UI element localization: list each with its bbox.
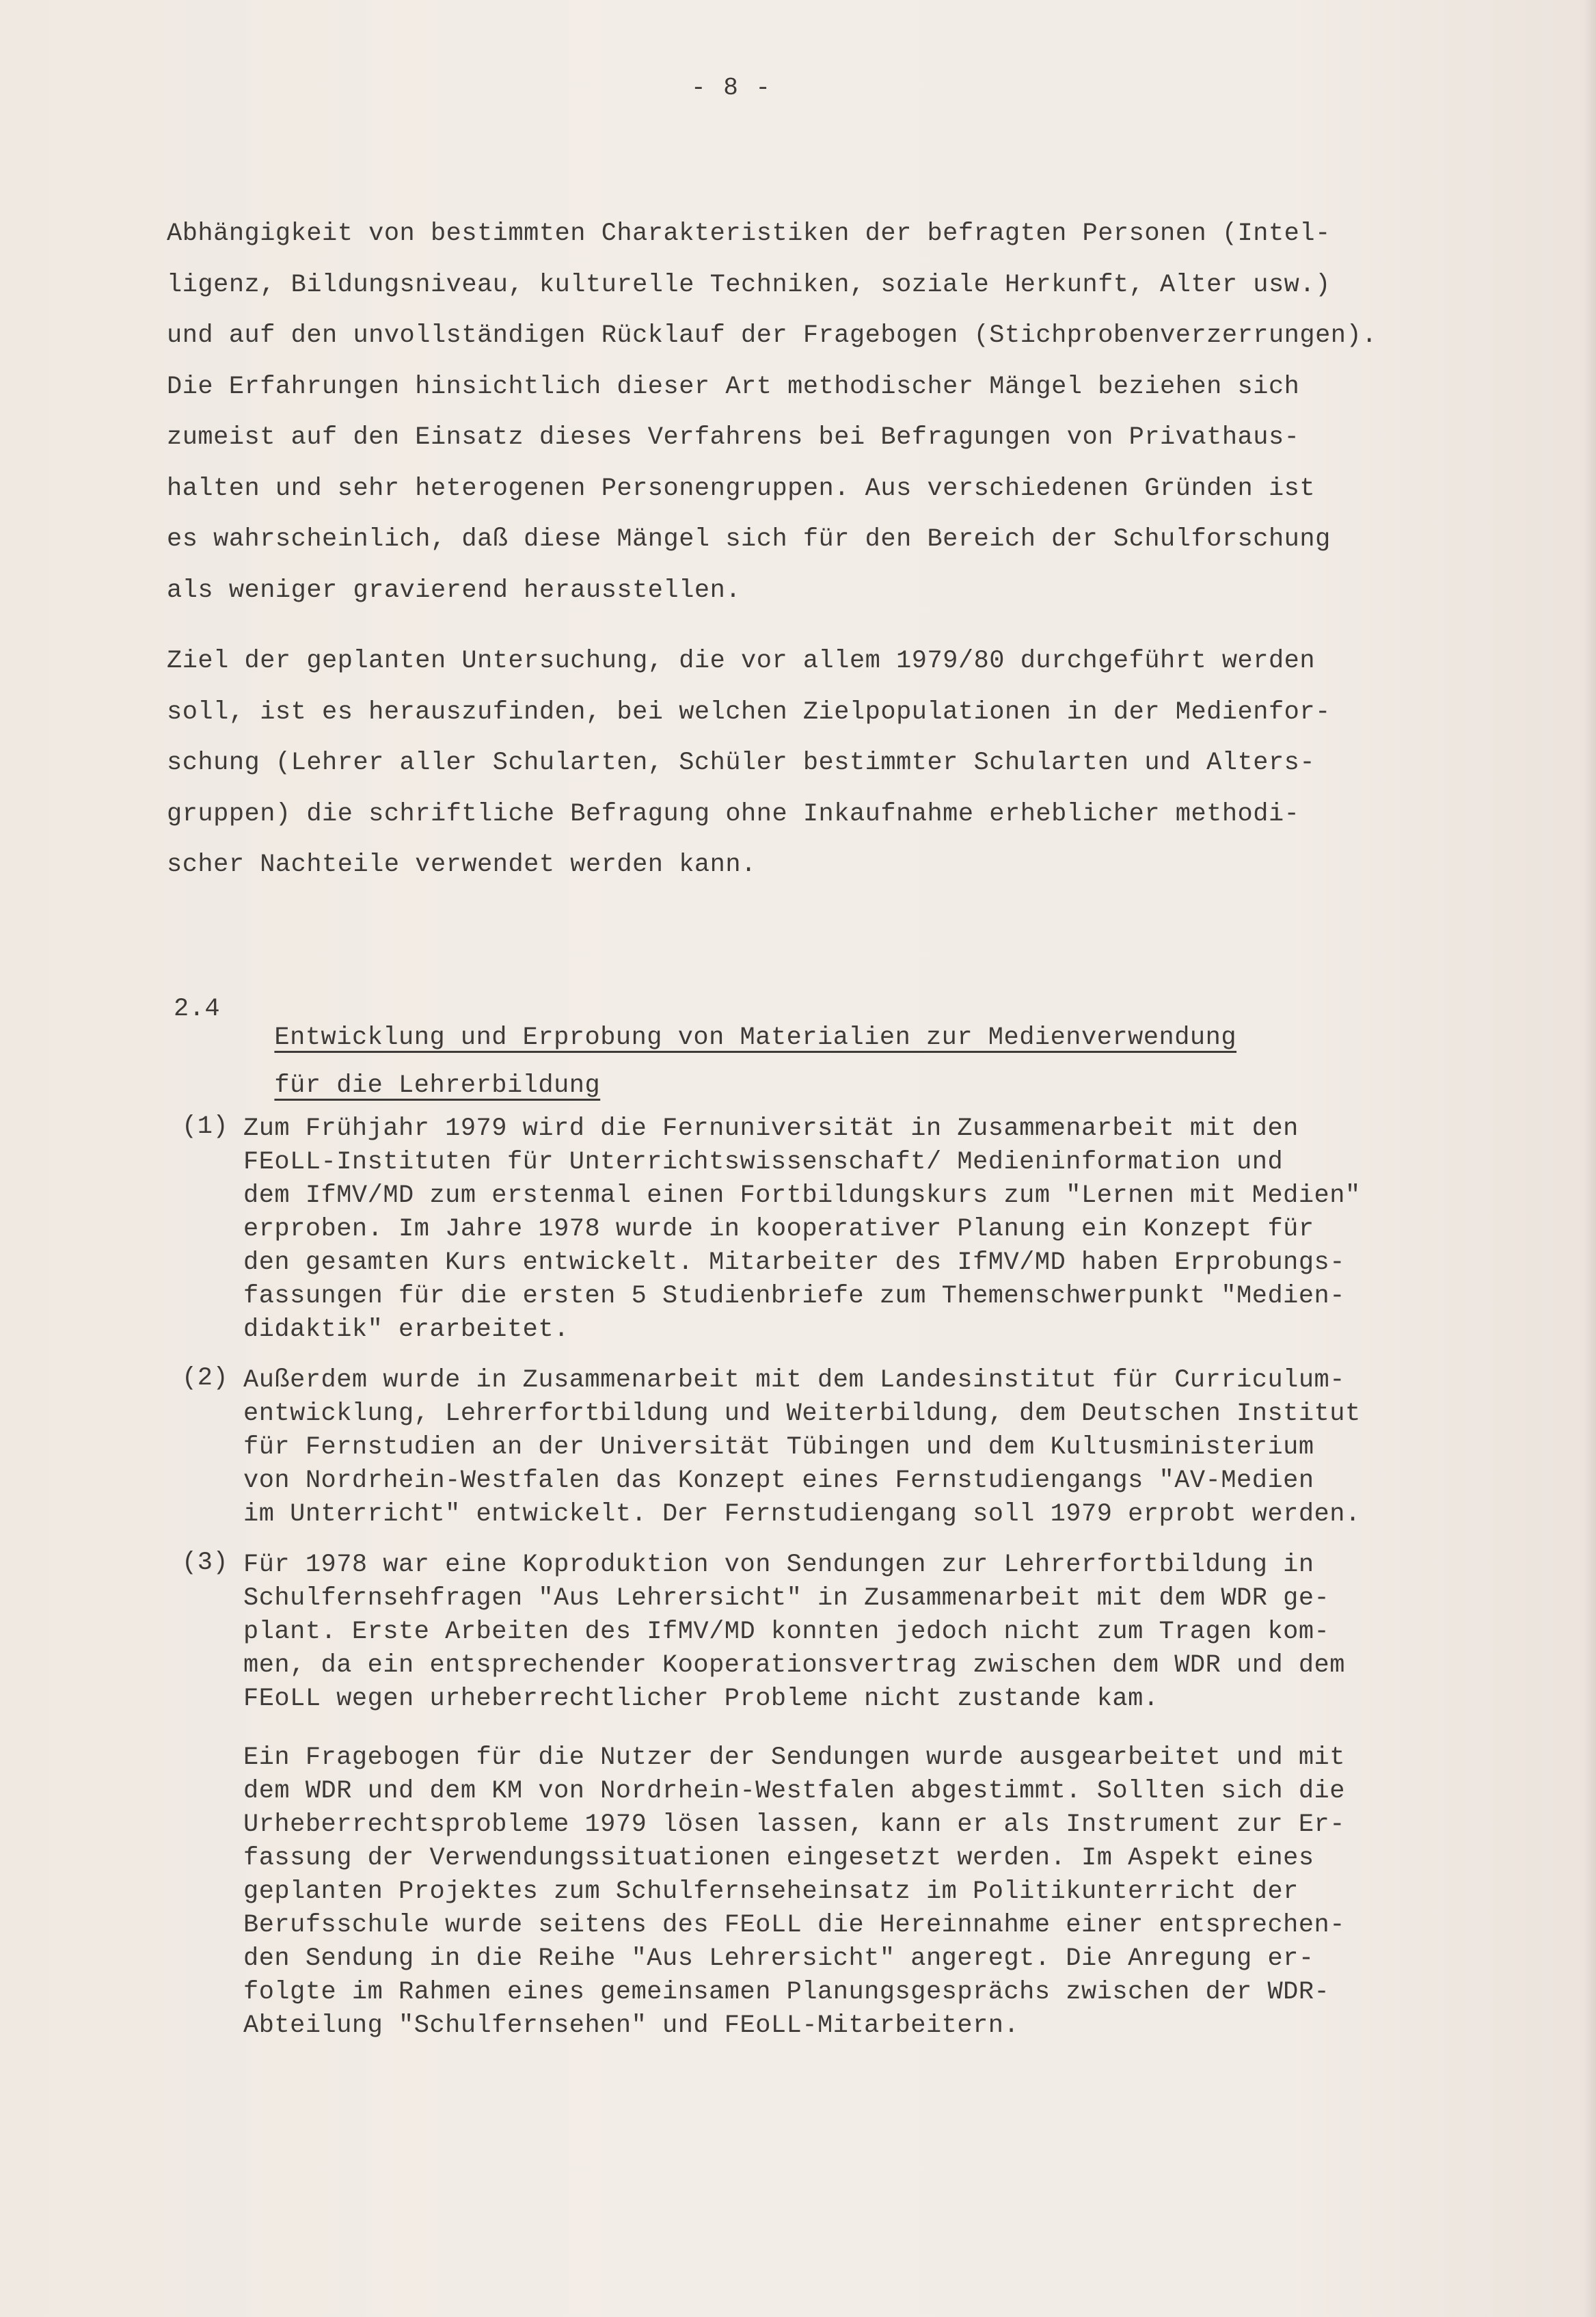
text-line: ligenz, Bildungsniveau, kulturelle Techniken, soziale Herkunft, Alter usw.) (167, 270, 1331, 299)
text-line: Zum Frühjahr 1979 wird die Fernuniversität in Zusammenarbeit mit den (243, 1114, 1299, 1143)
text-line: plant. Erste Arbeiten des IfMV/MD konnten jedoch nicht zum Tragen kom- (243, 1618, 1330, 1646)
text-line: und auf den unvollständigen Rücklauf der Fragebogen (Stichprobenverzerrungen). (167, 321, 1377, 350)
text-line: zumeist auf den Einsatz dieses Verfahrens bei Befragungen von Privathaus- (167, 423, 1300, 452)
text-line: soll, ist es herauszufinden, bei welchen Zielpopulationen in der Medienfor- (167, 697, 1331, 727)
list-marker: (3) (182, 1549, 229, 1577)
section-title-continued (243, 1043, 600, 1100)
text-line: dem WDR und dem KM von Nordrhein-Westfalen abgestimmt. Sollten sich die (243, 1777, 1345, 1806)
text-line: Abhängigkeit von bestimmten Charakteristiken der befragten Personen (Intel- (167, 219, 1331, 248)
text-line: fassungen für die ersten 5 Studienbriefe zum Themenschwerpunkt "Medien- (243, 1282, 1345, 1311)
text-line: scher Nachteile verwendet werden kann. (167, 851, 757, 879)
text-line: Für 1978 war eine Koproduktion von Sendungen zur Lehrerfortbildung in (243, 1551, 1314, 1579)
list-item (243, 1364, 1361, 1531)
list-marker: (1) (182, 1112, 229, 1141)
list-marker: (2) (182, 1364, 229, 1393)
text-line: schung (Lehrer aller Schularten, Schüler bestimmter Schularten und Alters- (167, 749, 1316, 777)
text-line: Abteilung "Schulfernsehen" und FEoLL-Mitarbeitern. (243, 2011, 1020, 2040)
text-line: Ziel der geplanten Untersuchung, die vor allem 1979/80 durchgeführt werden (167, 647, 1316, 675)
paragraph-research-goal (167, 636, 1331, 891)
text-line: Ein Fragebogen für die Nutzer der Sendungen wurde ausgearbeitet und mit (243, 1743, 1345, 1772)
text-line: für Fernstudien an der Universität Tübingen und dem Kultusministerium (243, 1433, 1314, 1462)
text-line: men, da ein entsprechender Kooperationsvertrag zwischen dem WDR und dem (243, 1651, 1345, 1680)
text-line: den Sendung in die Reihe "Aus Lehrersicht" angeregt. Die Anregung er- (243, 1944, 1314, 1973)
text-line: didaktik" erarbeitet. (243, 1315, 569, 1344)
text-line: entwicklung, Lehrerfortbildung und Weiterbildung, dem Deutschen Institut (243, 1399, 1361, 1428)
page-edge-shadow (1584, 0, 1596, 2317)
text-line: Berufsschule wurde seitens des FEoLL die Hereinnahme einer entsprechen- (243, 1911, 1345, 1940)
text-line: FEoLL-Instituten für Unterrichtswissenschaft/ Medieninformation und (243, 1148, 1284, 1177)
text-line: Die Erfahrungen hinsichtlich dieser Art methodischer Mängel beziehen sich (167, 372, 1300, 401)
list-item (243, 1112, 1361, 1347)
list-item (243, 1549, 1345, 1716)
section-number: 2.4 (174, 995, 221, 1023)
text-line: von Nordrhein-Westfalen das Konzept eines Fernstudiengangs "AV-Medien (243, 1466, 1314, 1495)
text-line: Außerdem wurde in Zusammenarbeit mit dem Landesinstitut für Curriculum- (243, 1366, 1345, 1395)
text-line: FEoLL wegen urheberrechtlicher Probleme nicht zustande kam. (243, 1685, 1159, 1713)
text-line: es wahrscheinlich, daß diese Mängel sich für den Bereich der Schulforschung (167, 525, 1331, 554)
list-item-continuation (243, 1741, 1345, 2043)
text-line: im Unterricht" entwickelt. Der Fernstudiengang soll 1979 erprobt werden. (243, 1500, 1361, 1529)
section-title-line: für die Lehrerbildung (274, 1071, 601, 1100)
text-line: folgte im Rahmen eines gemeinsamen Planungsgesprächs zwischen der WDR- (243, 1978, 1330, 2007)
text-line: Urheberrechtsprobleme 1979 lösen lassen, kann er als Instrument zur Er- (243, 1810, 1345, 1839)
text-line: gruppen) die schriftliche Befragung ohne Inkaufnahme erheblicher methodi- (167, 799, 1300, 829)
text-line: fassung der Verwendungssituationen eingesetzt werden. Im Aspekt eines (243, 1844, 1314, 1873)
paragraph-methodology (167, 209, 1377, 616)
text-line: Schulfernsehfragen "Aus Lehrersicht" in Zusammenarbeit mit dem WDR ge- (243, 1584, 1330, 1613)
text-line: den gesamten Kurs entwickelt. Mitarbeiter des IfMV/MD haben Erprobungs- (243, 1248, 1345, 1277)
text-line: geplanten Projektes zum Schulfernseheinsatz im Politikunterricht der (243, 1877, 1299, 1906)
text-line: halten und sehr heterogenen Personengruppen. Aus verschiedenen Gründen ist (167, 474, 1316, 503)
text-line: erproben. Im Jahre 1978 wurde in kooperativer Planung ein Konzept für (243, 1215, 1314, 1244)
section-title-line: Entwicklung und Erprobung von Materialien zur Medienverwendung (274, 1023, 1237, 1052)
text-line: dem IfMV/MD zum erstenmal einen Fortbildungskurs zum "Lernen mit Medien" (243, 1181, 1361, 1210)
text-line: als weniger gravierend herausstellen. (167, 576, 742, 605)
page-number: - 8 - (690, 74, 772, 102)
